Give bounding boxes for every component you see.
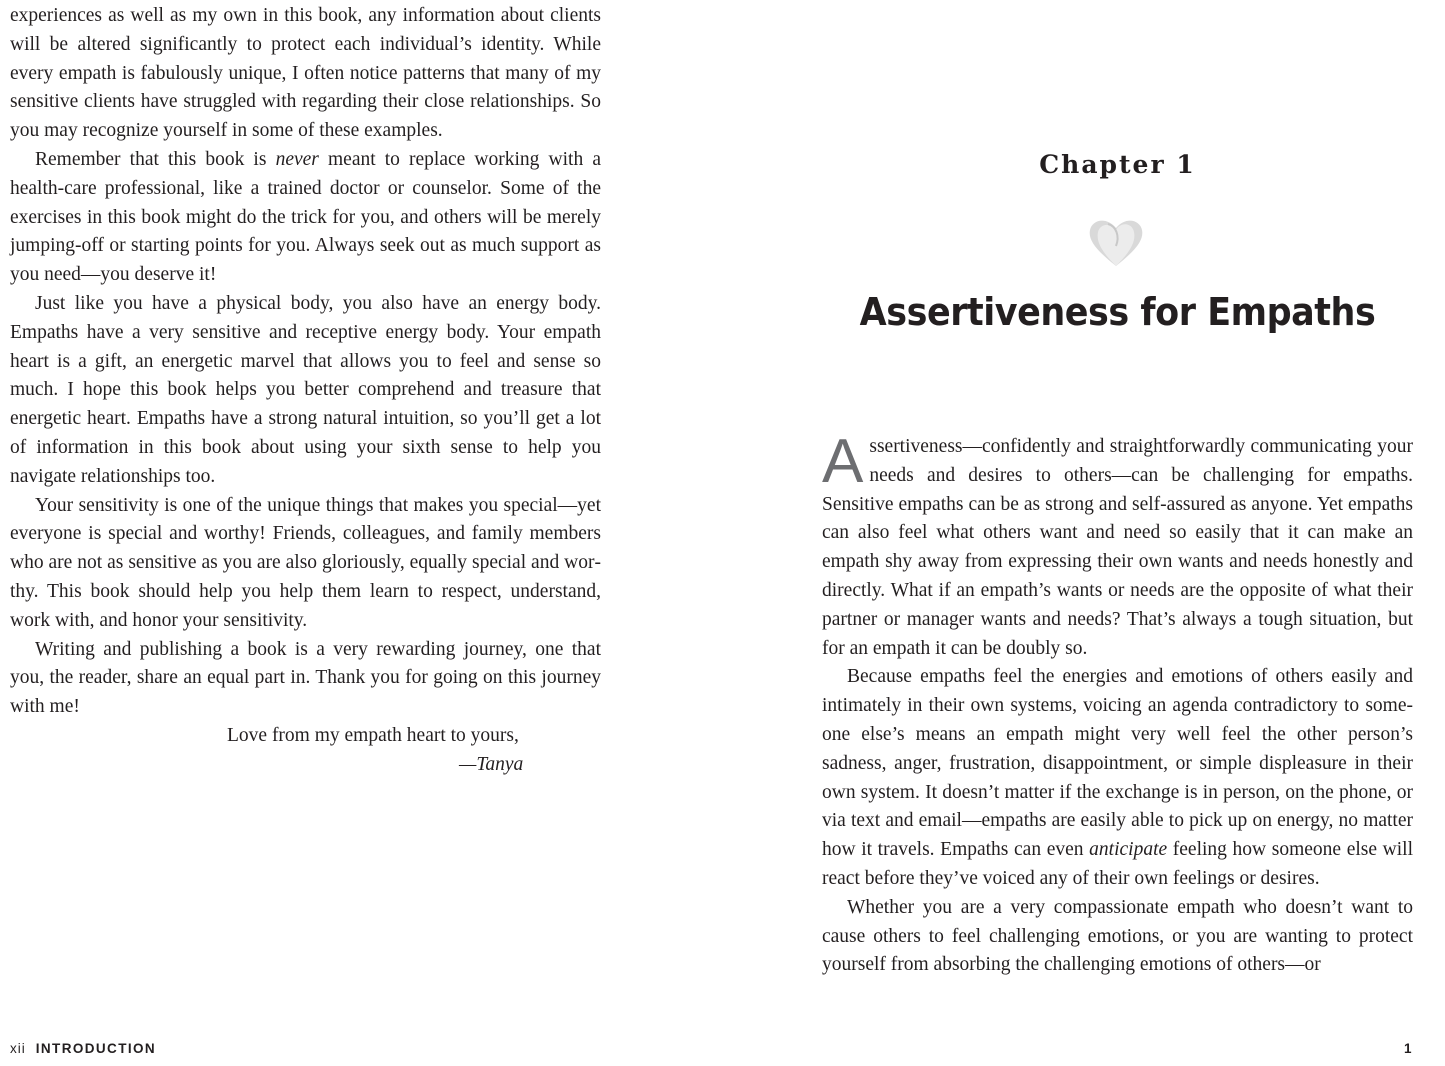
signoff — [10, 722, 601, 780]
paragraph-text: Just like you have a physical body, you also have an energy body. Empaths have a very sensitive and receptive energy body. Your empath heart is a gift, an energetic marvel that allows you to feel and sense so much. I hope this book helps you better comprehend and treasure that energetic heart. Empaths have a strong natural intuition, so you’ll get a lot of information in this book about using your sixth sense to help you navigate relationships too. — [10, 292, 601, 487]
paragraph-text: Your sensitivity is one of the unique things that makes you special—yet everyone is special and worthy! Friends, colleagues, and family members who are not as sensitive as you are also gloriously, equally special and worthy. This book should help you help them learn to respect, understand, work with, and honor your sensitivity. — [10, 494, 601, 631]
paragraph — [10, 492, 601, 636]
paragraph-text: Because empaths feel the energies and emotions of others easily and intimately in their own systems, voicing an agenda contradictory to someone else’s means an empath might very well feel the other person’s sadness, anger, frustration, disappointment, or simple displeasure in their own system. It doesn’t matter if the exchange is in person, on the phone, or via text and email—empaths are easily able to pick up on energy, no matter how it travels. Empaths can even — [822, 666, 1413, 861]
right-footer — [1404, 1041, 1413, 1056]
left-page — [10, 0, 601, 1066]
chapter-label: Chapter 1 — [1039, 150, 1196, 179]
right-page-body — [822, 427, 1413, 980]
paragraph-text: ssertiveness—confidently and straightforwardly communicating your needs and desires to others—can be challenging for empaths. Sensitive empaths can be as strong and self-assured as anyone. Yet empaths can also feel what others want and need so easily that it can make an empath shy away from expressing their own wants and needs honestly and directly. What if an empath’s wants or needs are the opposite of what their partner or manager wants and needs? That’s always a tough situation, but for an empath it can be doubly so. — [822, 436, 1413, 659]
paragraph — [10, 2, 601, 146]
paragraph — [822, 663, 1413, 893]
paragraph — [822, 894, 1413, 980]
paragraph — [10, 146, 601, 290]
right-page — [822, 0, 1413, 1066]
chapter-title: Assertiveness for Empaths — [859, 290, 1376, 334]
paragraph-text: experiences as well as my own in this book, any information about clients will be altered significantly to protect each individual’s identity. While every empath is fabulously unique, I often notice patterns that many of my sensitive clients have struggled with regarding their close relationships. So you may recognize yourself in some of these examples. — [10, 5, 601, 142]
paragraph-text: Whether you are a very compassionate empath who doesn’t want to cause others to feel challenging emotions, or you are wanting to protect yourself from absorbing the challenging emotions of others—or — [822, 896, 1413, 976]
paragraph — [10, 636, 601, 722]
paragraph-emphasis: anticipate — [1089, 839, 1168, 861]
paragraph-emphasis: never — [275, 148, 319, 170]
drop-cap: A — [822, 427, 864, 496]
paragraph-text: meant to replace working with a health-care professional, like a trained doctor or counselor. Some of the exercises in this book might do the trick for you, and others will be merely jumping-off or starting points for you. Always seek out as much support as you need—you deserve it! — [10, 148, 601, 286]
signoff-line: Love from my empath heart to yours, — [227, 724, 519, 746]
signature: —Tanya — [459, 753, 524, 775]
running-head: INTRODUCTION — [35, 1041, 157, 1056]
page-number: 1 — [1404, 1041, 1413, 1056]
paragraph-text: Remember that this book is — [35, 148, 276, 170]
paragraph — [822, 427, 1413, 663]
paragraph-text: Writing and publishing a book is a very rewarding journey, one that you, the reader, share an equal part in. Thank you for going on this journey with me! — [10, 638, 601, 718]
page-number: xii — [10, 1041, 26, 1056]
paragraph-text: feeling how someone else will react before they’ve voiced any of their own feelings or desires. — [822, 839, 1413, 889]
paragraph — [10, 290, 601, 492]
left-footer — [10, 1041, 156, 1056]
left-page-body — [10, 2, 601, 780]
